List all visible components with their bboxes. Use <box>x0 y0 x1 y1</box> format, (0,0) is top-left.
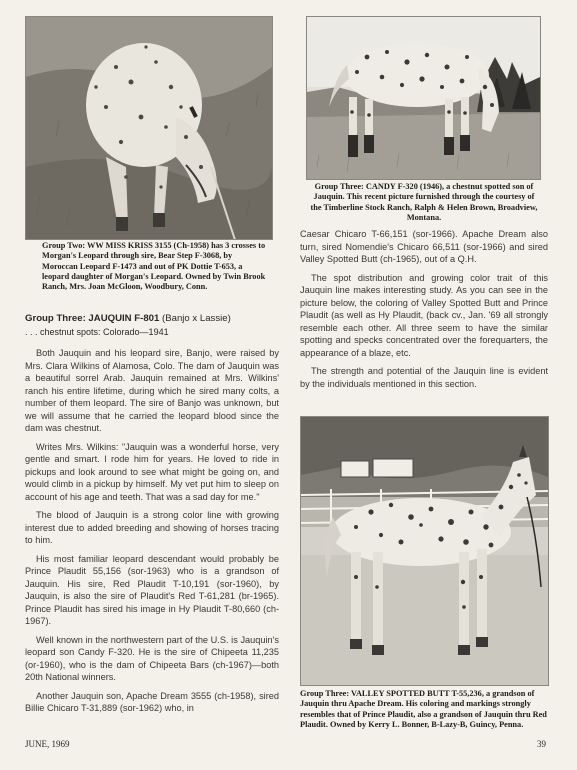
page-number: 39 <box>537 739 546 749</box>
paragraph: Another Jauquin son, Apache Dream 3555 (ch-1958), sired Billie Chicaro T-31,889 (sor-1962) who, in <box>25 690 279 713</box>
caption-candy: Group Three: CANDY F-320 (1946), a chestnut spotted son of Jauquin. This recent picture furnished through the courtesy of the Timberline Stock Ranch, Ralph & Helen Brown, Broadview, Montana. <box>310 182 538 222</box>
section-heading-parentage: (Banjo x Lassie) <box>162 313 231 324</box>
paragraph: The blood of Jauquin is a strong color line with growing interest due to added breeding and showing of horses tracing to him. <box>25 510 279 545</box>
paragraph: Caesar Chicaro T-66,151 (sor-1966). Apache Dream also turn, sired Nomendie's Chicaro 66,511 (sor-1966) and sired Valley Spotted Butt (ch-1965), out of a Q.H. <box>300 229 548 264</box>
photo-candy <box>306 16 541 180</box>
section-subline: . . . chestnut spots: Colorado—1941 <box>25 327 169 337</box>
section-heading <box>25 312 285 325</box>
photo-valley-spotted-butt <box>300 416 549 686</box>
section-heading-title: Group Three: JAUQUIN F-801 <box>25 313 160 324</box>
issue-date: JUNE, 1969 <box>25 739 70 749</box>
right-column-text <box>300 228 548 396</box>
left-column-text <box>25 347 279 715</box>
paragraph: Well known in the northwestern part of the U.S. is Jauquin's leopard son Candy F-320. He is the sire of Chipeeta 11,235 (or-1960), who is the dam of Chipeeta Bars (ch-1967)—both 20th National winners. <box>25 634 279 682</box>
caption-valley-spotted-butt: Group Three: VALLEY SPOTTED BUTT T-55,236, a grandson of Jauquin thru Apache Dream. His coloring and markings strongly resembles that of Prince Plaudit, also a grandson of Jauquin thru Red Plaudit. Owned by Kerry L. Bonner, B-Lazy-B, Guincy, Penna. <box>300 689 547 729</box>
paragraph: Writes Mrs. Wilkins: "Jauquin was a wonderful horse, very gentle and smart. I rode him for years. He loved to ride in pickups and look around to see what might be going on, and would climb in a pickup by himself. My vet put him to sleep on account of his age and teeth. That was a sad day for me." <box>25 441 279 502</box>
paragraph: His most familiar leopard descendant would probably be Prince Plaudit 55,156 (sor-1963) who is a grandson of Jauquin. His sire, Red Plaudit T-10,191 (sor-1960), by Jauquin, is also the sire of Plaudit's Red T-61,281 (br-1965). Prince Plaudit has sired his image in Hy Plaudit T-80,660 (ch-1967). <box>25 553 279 626</box>
paragraph: The strength and potential of the Jauquin line is evident by the individuals mentioned in this section. <box>300 366 548 389</box>
paragraph: Both Jauquin and his leopard sire, Banjo, were raised by Mrs. Clara Wilkins of Alamosa, Colo. The dam of Jauquin was a beautiful sorrel Arab. Jauquin remained at Mrs. Wilkins' ranch his entire lifetime, during which he sired many colts, a number of them leopard. The sire of Banjo was unknown, but we will assume that he carried the leopard blood since the dam was chestnut. <box>25 348 279 433</box>
paragraph: The spot distribution and growing color trait of this Jauquin line makes interesting study. As you can see in the picture below, the coloring of Valley Spotted Butt and Prince Plaudit (as well as Hy Plaudit, (back cv., Jan. '69 all strongly resemble each other. All three seem to have the similar spotting and specks concentrated over the forequarters, the appearance of a blaze, etc. <box>300 272 548 358</box>
caption-ww-miss-kriss: Group Two: WW MISS KRISS 3155 (Ch-1958) has 3 crosses to Morgan's Leopard through sire, Bear Step F-3068, by Moroccan Leopard F-1473 and out of PK Dottie T-653, a leopard daughter of Morgan's Leopard. Owned by Twin Brook Ranch, Mrs. Joan McGloon, Woodbury, Conn. <box>42 241 266 292</box>
photo-ww-miss-kriss <box>25 16 273 240</box>
